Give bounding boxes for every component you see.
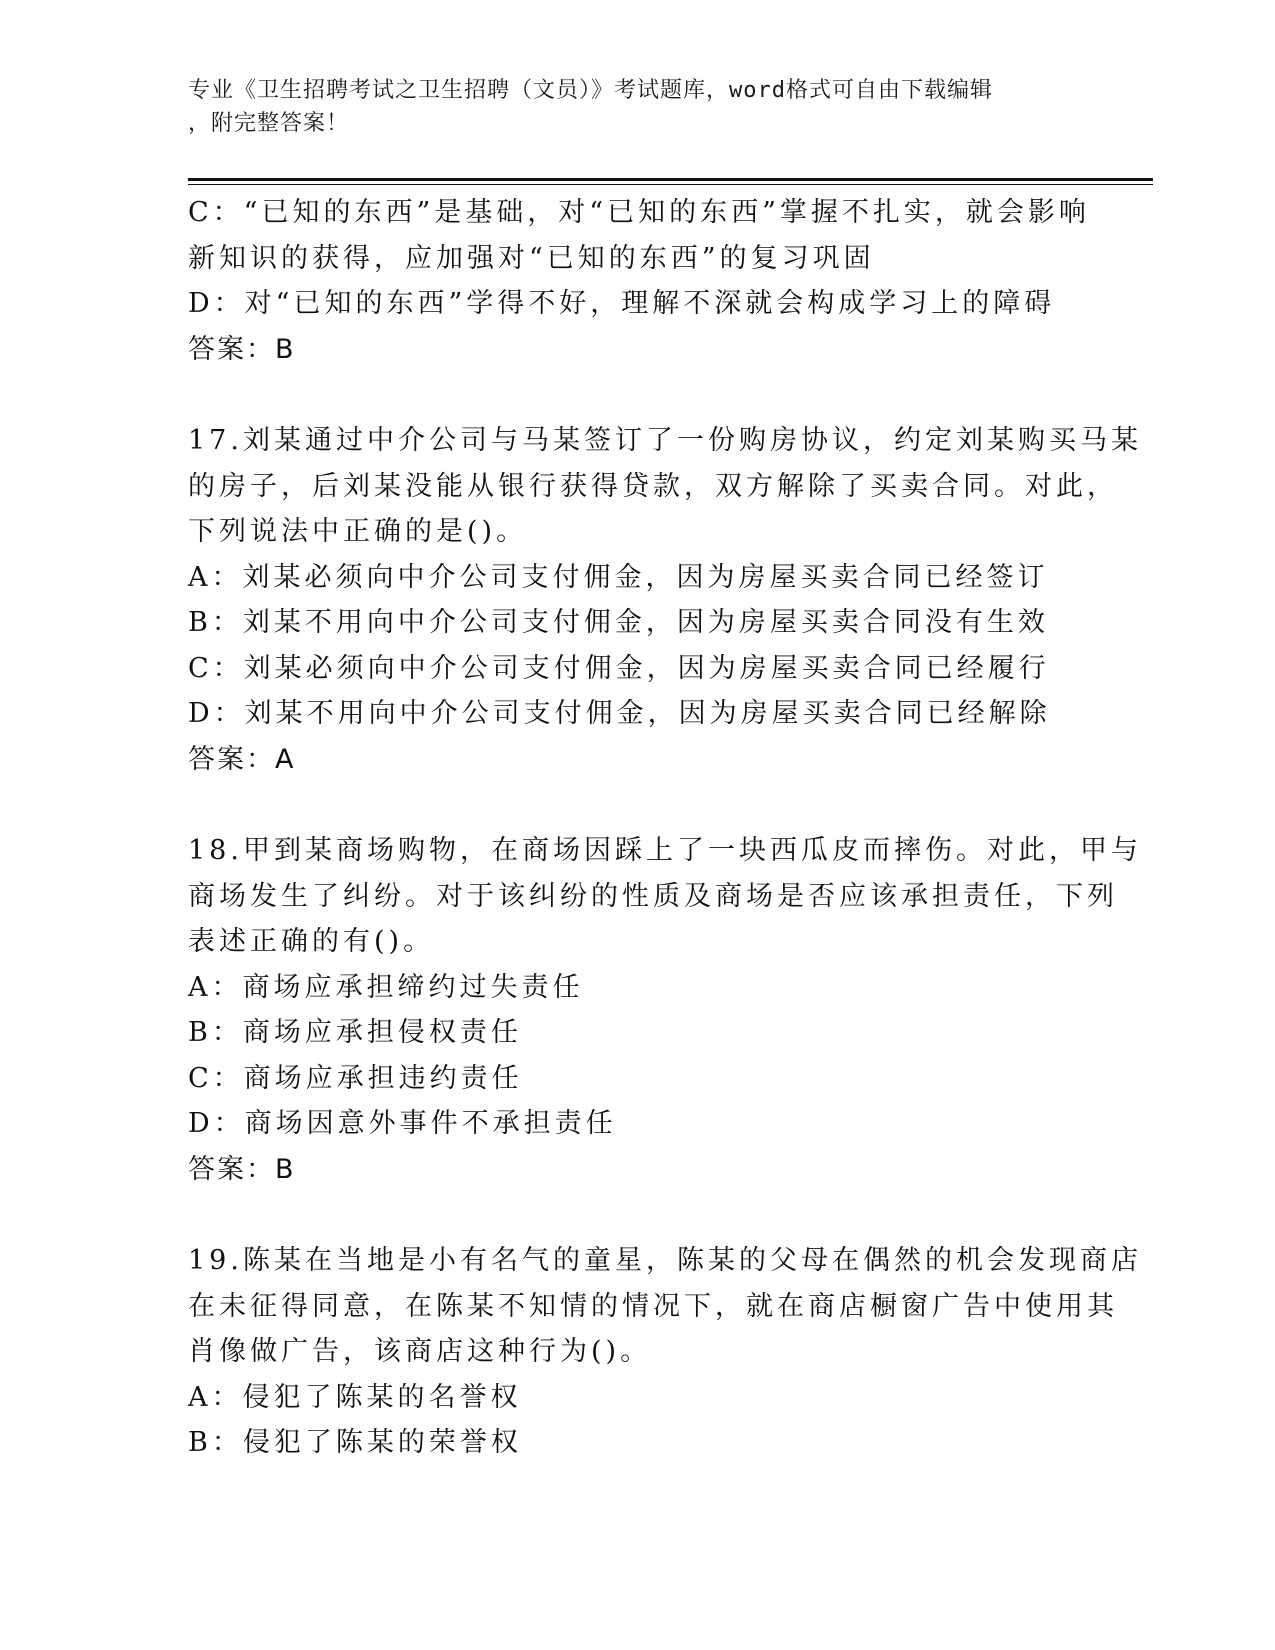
question-stem-line: 下列说法中正确的是()。 <box>188 516 528 547</box>
answer-line: 答案：B <box>188 333 296 365</box>
option-a: A：刘某必须向中介公司支付佣金，因为房屋买卖合同已经签订 <box>188 561 1049 593</box>
question-stem-line: 19.陈某在当地是小有名气的童星，陈某的父母在偶然的机会发现商店 <box>188 1245 1142 1276</box>
question-stem-line: 17.刘某通过中介公司与马某签订了一份购房协议，约定刘某购买马某 <box>188 425 1142 456</box>
question-stem-line: 18.甲到某商场购物，在商场因踩上了一块西瓜皮而摔伤。对此，甲与 <box>188 835 1142 866</box>
question-stem-line: 在未征得同意，在陈某不知情的情况下，就在商店橱窗广告中使用其 <box>188 1290 1118 1322</box>
option-d: D：刘某不用向中介公司支付佣金，因为房屋买卖合同已经解除 <box>188 698 1051 729</box>
option-c-line-1: C：“已知的东西”是基础，对“已知的东西”掌握不扎实，就会影响 <box>188 197 1090 228</box>
option-b: B：商场应承担侵权责任 <box>188 1017 522 1048</box>
answer-line: 答案：B <box>188 1153 296 1185</box>
option-c: C：商场应承担违约责任 <box>188 1062 523 1094</box>
question-content <box>188 190 1142 1466</box>
option-a: A：商场应承担缔约过失责任 <box>188 971 584 1003</box>
question-stem-line: 商场发生了纠纷。对于该纠纷的性质及商场是否应该承担责任，下列 <box>188 880 1118 912</box>
question-stem-line: 肖像做广告，该商店这种行为()。 <box>188 1336 652 1367</box>
question-stem-line: 的房子，后刘某没能从银行获得贷款，双方解除了买卖合同。对此， <box>188 470 1118 502</box>
option-c-line-2: 新知识的获得，应加强对“已知的东西”的复习巩固 <box>188 242 875 274</box>
question-17 <box>188 418 1142 782</box>
option-c: C：刘某必须向中介公司支付佣金，因为房屋买卖合同已经履行 <box>188 652 1050 684</box>
document-header <box>188 74 1088 140</box>
header-divider-thick <box>188 178 1153 181</box>
question-stem-line: 表述正确的有()。 <box>188 926 435 957</box>
spacer <box>188 372 1088 418</box>
header-line-2: ，附完整答案！ <box>188 111 350 136</box>
option-b: B：刘某不用向中介公司支付佣金，因为房屋买卖合同没有生效 <box>188 607 1049 638</box>
header-divider-thin <box>188 184 1153 185</box>
previous-question-tail <box>188 190 1088 372</box>
option-d: D：对“已知的东西”学得不好，理解不深就会构成学习上的障碍 <box>188 288 1056 319</box>
option-b: B：侵犯了陈某的荣誉权 <box>188 1427 522 1458</box>
option-a: A：侵犯了陈某的名誉权 <box>188 1381 522 1413</box>
spacer <box>188 782 1088 828</box>
header-line-1: 专业《卫生招聘考试之卫生招聘（文员）》考试题库，word格式可自由下载编辑 <box>188 78 993 103</box>
question-18 <box>188 828 1142 1192</box>
option-d: D：商场因意外事件不承担责任 <box>188 1108 617 1139</box>
question-19 <box>188 1238 1142 1466</box>
answer-line: 答案：A <box>188 743 296 775</box>
spacer <box>188 1192 1088 1238</box>
